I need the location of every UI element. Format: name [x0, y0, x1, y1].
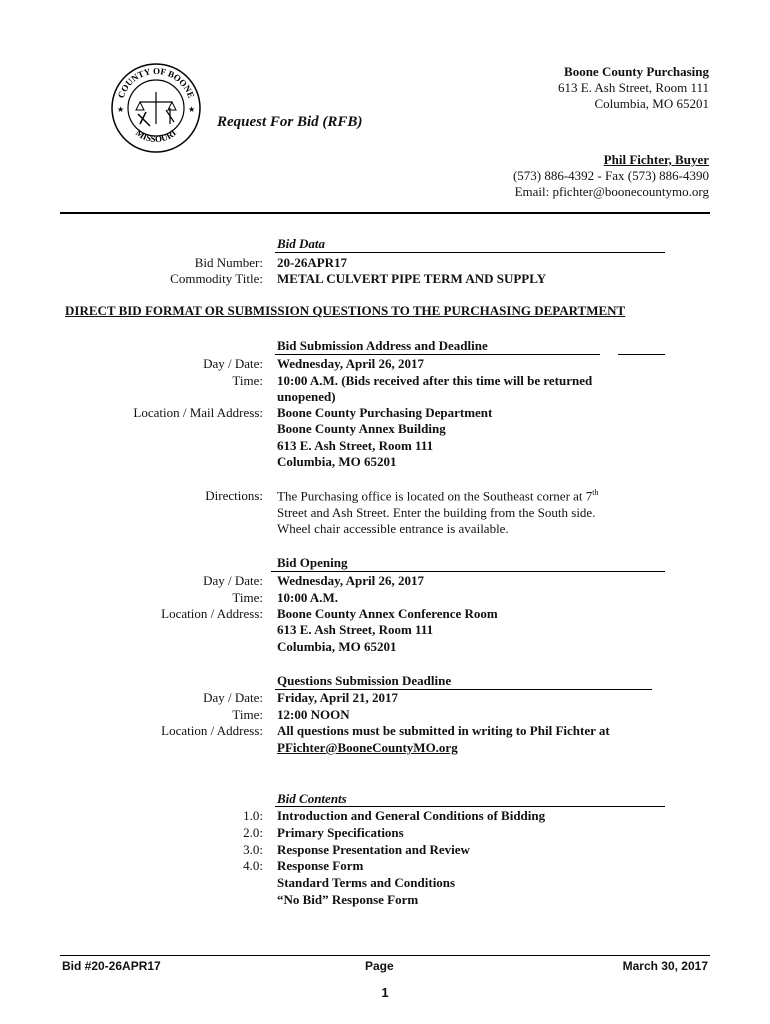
opening-location-label: Location / Address: — [161, 606, 263, 621]
opening-time-label: Time: — [232, 590, 263, 605]
directions-line2: Street and Ash Street. Enter the building from the South side. — [277, 505, 596, 520]
buyer-contact-block — [513, 152, 709, 200]
opening-location-line: Columbia, MO 65201 — [277, 639, 397, 654]
seal-text-bottom: MISSOURI — [133, 127, 179, 145]
seal-text-top: COUNTY OF BOONE — [115, 65, 197, 100]
county-seal-logo — [110, 62, 202, 154]
submission-rule-short — [618, 354, 665, 355]
submission-heading: Bid Submission Address and Deadline — [277, 338, 488, 353]
bid-number-label: Bid Number: — [194, 255, 263, 270]
bid-number-value: 20-26APR17 — [277, 255, 348, 270]
questions-time-label: Time: — [232, 707, 263, 722]
submission-day-value: Wednesday, April 26, 2017 — [277, 356, 424, 371]
org-name: Boone County Purchasing — [564, 64, 709, 79]
submission-location-line: Boone County Annex Building — [277, 421, 446, 436]
submission-rule — [275, 354, 600, 355]
submission-day-label: Day / Date: — [203, 356, 263, 371]
header-divider — [60, 212, 710, 214]
submission-location-line: Columbia, MO 65201 — [277, 454, 397, 469]
submission-location-line: Boone County Purchasing Department — [277, 405, 493, 420]
org-address-line1: 613 E. Ash Street, Room 111 — [557, 80, 709, 95]
footer-bid-number: Bid #20-26APR17 — [62, 959, 161, 973]
submission-location-line: 613 E. Ash Street, Room 111 — [277, 438, 434, 453]
contents-item: “No Bid” Response Form — [277, 892, 419, 907]
bid-data-rule — [275, 252, 665, 253]
org-address-block — [558, 64, 709, 112]
opening-rule — [271, 571, 665, 572]
opening-day-value: Wednesday, April 26, 2017 — [277, 573, 424, 588]
submission-time-label: Time: — [232, 373, 263, 388]
document-title: Request For Bid (RFB) — [217, 114, 363, 130]
contents-item-number: 2.0: — [243, 825, 263, 840]
svg-text:MISSOURI — [134, 127, 178, 144]
submission-time-line2: unopened) — [277, 389, 336, 404]
contents-item-number: 3.0: — [243, 842, 263, 857]
buyer-phone: (573) 886-4392 - Fax (573) 886-4390 — [512, 168, 709, 183]
buyer-name: Phil Fichter, Buyer — [603, 152, 709, 167]
commodity-title-label: Commodity Title: — [170, 271, 263, 286]
footer-divider — [60, 955, 710, 956]
questions-location-label: Location / Address: — [161, 723, 263, 738]
contents-item: Introduction and General Conditions of Bidding — [277, 808, 546, 823]
directions-line3: Wheel chair accessible entrance is available. — [277, 521, 509, 536]
directions-line1: The Purchasing office is located on the Southeast corner at 7th — [277, 488, 599, 504]
contents-rule — [275, 806, 665, 807]
submission-time-line1: 10:00 A.M. (Bids received after this time will be returned — [277, 373, 593, 388]
submission-location-label: Location / Mail Address: — [133, 405, 263, 420]
footer-page-label: Page — [365, 959, 394, 973]
contents-heading: Bid Contents — [277, 791, 347, 806]
questions-time-value: 12:00 NOON — [277, 707, 350, 722]
page-number: 1 — [381, 985, 389, 1000]
buyer-email[interactable]: Email: pfichter@boonecountymo.org — [514, 184, 709, 199]
directions-label: Directions: — [205, 488, 263, 503]
footer-date: March 30, 2017 — [622, 959, 708, 973]
contents-item: Standard Terms and Conditions — [277, 875, 456, 890]
commodity-title-value: METAL CULVERT PIPE TERM AND SUPPLY — [277, 271, 547, 286]
contents-item-number: 4.0: — [243, 858, 263, 873]
opening-day-label: Day / Date: — [203, 573, 263, 588]
contents-item-number: 1.0: — [243, 808, 263, 823]
contents-item: Primary Specifications — [277, 825, 404, 840]
contents-item: Response Presentation and Review — [277, 842, 470, 857]
opening-time-value: 10:00 A.M. — [277, 590, 339, 605]
directions-superscript: th — [592, 488, 599, 497]
opening-heading: Bid Opening — [277, 555, 348, 570]
direct-bid-notice: DIRECT BID FORMAT OR SUBMISSION QUESTIONS TO THE PURCHASING DEPARTMENT — [65, 303, 626, 318]
questions-day-value: Friday, April 21, 2017 — [277, 690, 398, 705]
questions-day-label: Day / Date: — [203, 690, 263, 705]
bid-data-heading: Bid Data — [277, 236, 326, 251]
svg-text:★: ★ — [188, 105, 196, 114]
org-address-line2: Columbia, MO 65201 — [594, 96, 709, 111]
questions-email-link[interactable]: PFichter@BooneCountyMO.org — [277, 740, 458, 755]
svg-text:★: ★ — [117, 105, 125, 114]
questions-location-line1: All questions must be submitted in writing to Phil Fichter at — [277, 723, 610, 738]
contents-item: Response Form — [277, 858, 364, 873]
opening-location-line: 613 E. Ash Street, Room 111 — [277, 622, 434, 637]
opening-location-line: Boone County Annex Conference Room — [277, 606, 498, 621]
questions-heading: Questions Submission Deadline — [277, 673, 452, 688]
